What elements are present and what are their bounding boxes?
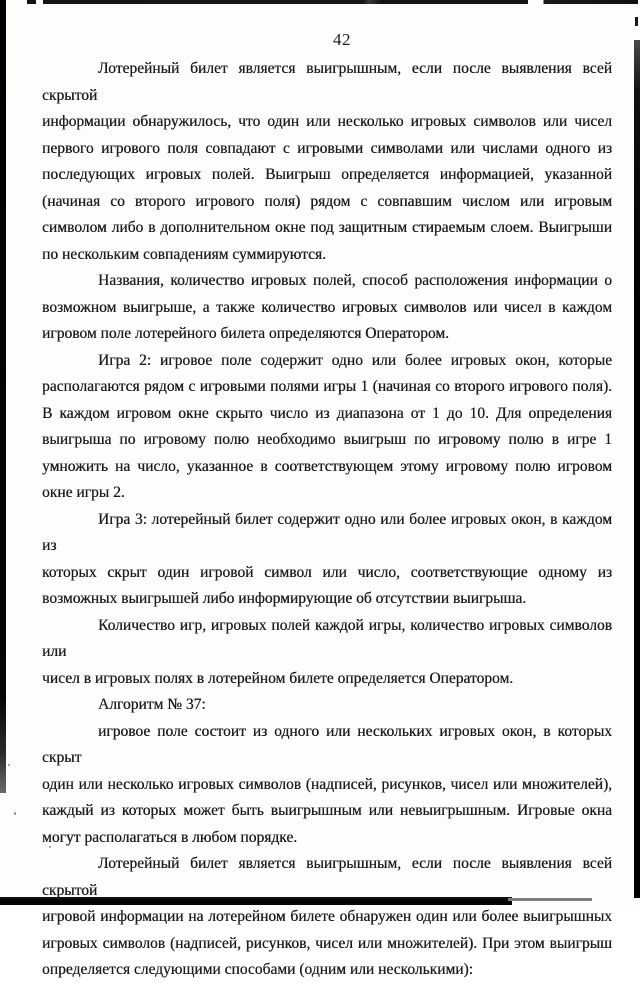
text-line: Алгоритм № 37: [98, 696, 206, 713]
paragraph [42, 613, 612, 693]
text-line: игровой информации на лотерейном билете обнаружен один или более выигрышных [42, 908, 612, 925]
scan-speck [14, 812, 16, 815]
text-line: которых скрыт один игровой символ или число, соответствующие одному из [42, 563, 612, 581]
text-line: игровом поле лотерейного билета определяются Оператором. [42, 325, 449, 342]
scan-speck [8, 764, 10, 766]
text-line: Игра 3: лотерейный билет содержит одно или более игровых окон, в каждом из [42, 510, 612, 554]
text-line: Лотерейный билет является выигрышным, если после выявления всей скрытой [42, 60, 612, 104]
text-line: по нескольким совпадениям суммируются. [42, 245, 326, 263]
scan-edge-left [0, 0, 6, 793]
text-line: могут располагаться в любом порядке. [42, 828, 298, 846]
text-line: В каждом игровом окне скрыто число из диапазона от 1 до 10. Для определения [42, 404, 612, 422]
paragraph [42, 348, 612, 507]
text-line: первого игрового поля совпадают с игровыми символами или числами одного из [42, 139, 612, 157]
text-line: (начиная со второго игрового поля) рядом с совпавшим числом или игровым [42, 192, 612, 210]
document-body-text [42, 56, 612, 984]
paragraph [42, 507, 612, 613]
text-line: определяется следующими способами (одним или несколькими): [42, 961, 473, 978]
paragraph [42, 851, 612, 984]
text-line: каждый из которых может быть выигрышным или невыигрышным. Игровые окна [42, 802, 612, 819]
text-line: располагаются рядом с игровыми полями игры 1 (начиная со второго игрового поля). [42, 378, 612, 395]
text-line: информации обнаружилось, что один или несколько игровых символов или чисел [42, 113, 612, 130]
text-line: символом либо в дополнительном окне под защитным стираемым слоем. Выигрыши [42, 219, 612, 236]
text-line: возможных выигрышей либо информирующие об отсутствии выигрыша. [42, 590, 527, 607]
text-line: окне игры 2. [42, 484, 125, 501]
paragraph [42, 56, 612, 268]
scan-edge-top [27, 0, 638, 4]
text-line: игровое поле состоит из одного или нескольких игровых окон, в которых скрыт [42, 722, 612, 766]
paragraph [42, 719, 612, 852]
text-line: чисел в игровых полях в лотерейном билете определяется Оператором. [42, 669, 514, 687]
text-line: Названия, количество игровых полей, способ расположения информации о [98, 272, 612, 289]
text-line: игровых символов (надписей, рисунков, чисел или множителей). При этом выигрыш [42, 934, 612, 952]
paragraph [42, 692, 612, 719]
scan-edge-right [634, 40, 640, 898]
paragraph [42, 268, 612, 348]
page-number: 42 [333, 30, 351, 49]
text-line: Лотерейный билет является выигрышным, если после выявления всей скрытой [42, 855, 612, 899]
text-line: Игра 2: игровое поле содержит одно или более игровых окон, которые [98, 351, 612, 369]
scan-mark-top-right [635, 17, 638, 26]
text-line: последующих игровых полей. Выигрыш определяется информацией, указанной [42, 166, 612, 183]
text-line: один или несколько игровых символов (надписей, рисунков, чисел или множителей), [42, 775, 612, 793]
text-line: возможном выигрыше, а также количество игровых символов или чисел в каждом [42, 298, 612, 316]
text-line: Количество игр, игровых полей каждой игры, количество игровых символов или [42, 616, 612, 660]
text-line: умножить на число, указанное в соответствующем этому игровому полю игровом [42, 457, 612, 475]
text-line: выигрыша по игровому полю необходимо выигрыш по игровому полю в игре 1 [42, 431, 612, 448]
